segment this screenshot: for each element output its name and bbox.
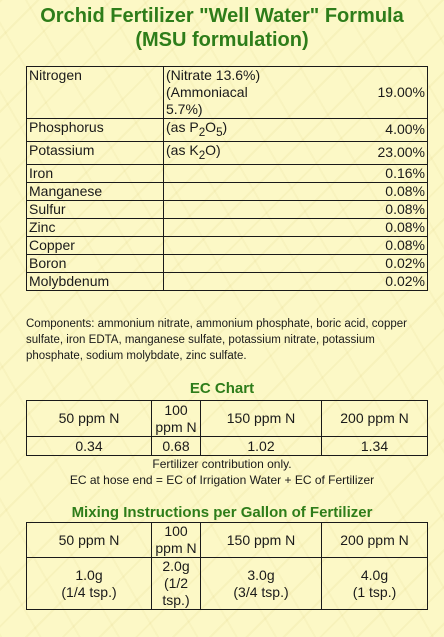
column-header: 100 ppm N [152,401,201,437]
ec-value: 0.68 [152,437,201,456]
nutrient-name: Nitrogen [27,67,164,119]
nutrient-name: Copper [27,236,164,254]
mix-tsp: (3/4 tsp.) [233,583,289,600]
formula-subscript: 2 [198,125,206,139]
mixing-table [26,522,428,610]
nutrient-value: 0.08% [164,182,428,200]
ec-note: EC at hose end = EC of Irrigation Water + EC of Fertilizer [69,473,375,487]
mix-tsp: (1 tsp.) [352,583,397,600]
ec-value: 0.34 [27,437,152,456]
mix-amount: 1.0g [75,566,103,583]
nutrient-form [164,119,309,142]
formula-text: O [205,119,217,135]
nutrient-name: Molybdenum [27,272,164,290]
mix-cell [201,558,322,610]
nutrient-name: Iron [27,164,164,182]
nutrient-value: 0.08% [164,236,428,254]
table-row [27,141,428,164]
nutrient-value: 23.00% [308,141,428,164]
mix-amount: 2.0g [162,558,190,574]
mix-cell [27,558,152,610]
components-text: Components: ammonium nitrate, ammonium phosphate, boric acid, copper sulfate, iron EDTA, manganese sulfate, potassium nitrate, potassium phosphate, sodium molybdate, zinc sulfate. [26,318,407,362]
mix-tsp: (1/4 tsp.) [61,583,117,600]
nutrient-name: Phosphorus [27,119,164,142]
nutrient-value: 19.00% [308,67,428,119]
ec-chart-table [26,400,428,456]
nutrient-name: Sulfur [27,200,164,218]
page-title: Orchid Fertilizer "Well Water" Formula [40,5,404,27]
table-row [27,254,428,272]
nutrient-value: 0.02% [164,254,428,272]
table-row [27,272,428,290]
ec-notes [0,456,444,488]
table-header-row [27,523,428,558]
nutrient-name: Zinc [27,218,164,236]
ec-chart-title: EC Chart [189,380,255,397]
column-header: 150 ppm N [201,401,322,437]
column-header: 200 ppm N [322,523,428,558]
nutrient-table [26,66,428,291]
formula-text: (as K [166,141,199,158]
nutrient-form-line: (Nitrate 13.6%) [166,67,261,83]
table-row [27,182,428,200]
formula-subscript: 5 [216,125,223,139]
table-row [27,437,428,456]
nutrient-value: 0.16% [164,164,428,182]
mixing-title: Mixing Instructions per Gallon of Fertilizer [71,504,373,521]
nutrient-name: Manganese [27,182,164,200]
page-subtitle: (MSU formulation) [135,29,309,51]
mix-cell [152,558,201,610]
nutrient-value: 0.08% [164,200,428,218]
table-row [27,558,428,610]
title-block [0,4,444,52]
table-row [27,164,428,182]
table-row [27,67,428,119]
table-row [27,200,428,218]
table-row [27,236,428,254]
nutrient-name: Boron [27,254,164,272]
ec-value: 1.34 [322,437,428,456]
column-header: 50 ppm N [27,523,152,558]
mix-tsp: (1/2 tsp.) [162,575,190,608]
nutrient-value: 0.02% [164,272,428,290]
nutrient-form-line: 5.7%) [166,101,203,117]
table-row [27,218,428,236]
formula-text: (as P [166,119,199,135]
nutrient-value: 4.00% [308,119,428,142]
nutrient-form [164,141,309,164]
column-header: 200 ppm N [322,401,428,437]
formula-subscript: 2 [198,148,206,162]
mix-cell [322,558,428,610]
table-row [27,119,428,142]
formula-text: ) [222,119,228,135]
column-header: 150 ppm N [201,523,322,558]
nutrient-name: Potassium [27,141,164,164]
mix-amount: 3.0g [247,566,275,583]
nutrient-form-line: (Ammoniacal [166,84,248,100]
ec-note: Fertilizer contribution only. [152,457,292,471]
formula-text: O) [205,141,221,158]
table-header-row [27,401,428,437]
nutrient-value: 0.08% [164,218,428,236]
column-header: 100 ppm N [152,523,201,558]
mix-amount: 4.0g [360,566,389,583]
column-header: 50 ppm N [27,401,152,437]
nutrient-form [164,67,309,119]
ec-value: 1.02 [201,437,322,456]
